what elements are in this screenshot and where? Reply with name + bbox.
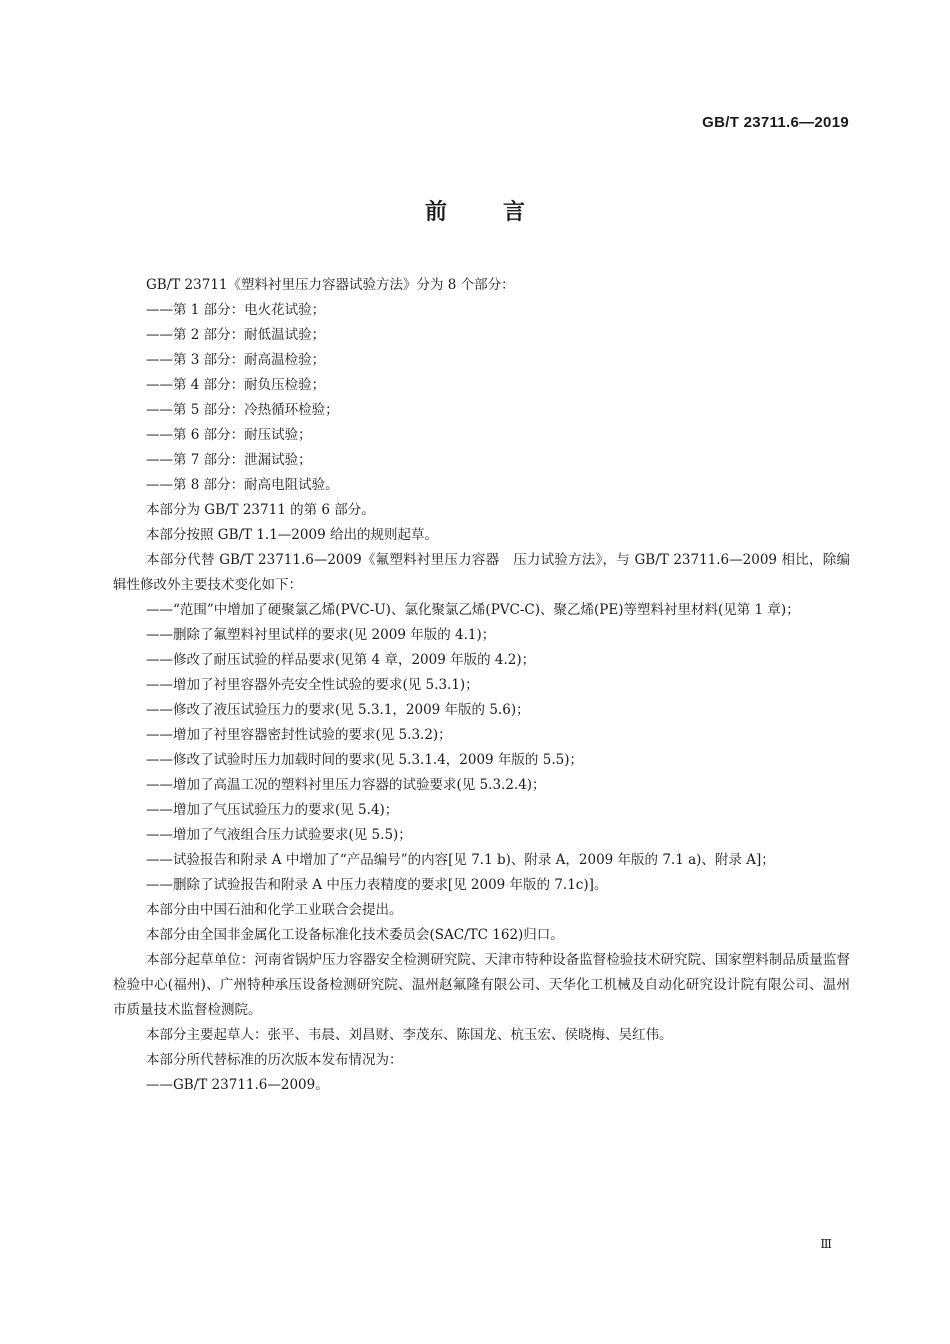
list-item: ——第 7 部分：泄漏试验；: [146, 452, 312, 468]
list-item: ——第 4 部分：耐负压检验；: [146, 377, 326, 393]
paragraph: 本部分所代替标准的历次版本发布情况为：: [146, 1052, 403, 1068]
paragraph: 本部分由全国非金属化工设备标准化技术委员会(SAC/TC 162)归口。: [146, 927, 564, 943]
standard-number: GB/T 23711.6—2019: [702, 114, 849, 131]
list-item: ——增加了气液组合压力试验要求(见 5.5)；: [146, 827, 412, 843]
list-item: ——第 6 部分：耐压试验；: [146, 427, 312, 443]
list-item: ——增加了高温工况的塑料衬里压力容器的试验要求(见 5.3.2.4)；: [146, 777, 546, 793]
page-title: 前言: [424, 200, 581, 225]
list-item: ——增加了衬里容器外壳安全性试验的要求(见 5.3.1)；: [146, 677, 479, 693]
paragraph: 本部分起草单位：河南省锅炉压力容器安全检测研究院、天津市特种设备监督检验技术研究院、国家塑料制品质量监督检验中心(福州)、广州特种承压设备检测研究院、温州赵氟隆有限公司、天华化工机械及自动化研究设计院有限公司、温州市质量技术监督检测院。: [113, 952, 850, 1018]
list-item: ——第 1 部分：电火花试验；: [146, 302, 326, 318]
paragraph: 本部分由中国石油和化学工业联合会提出。: [146, 902, 403, 918]
paragraph: 本部分为 GB/T 23711 的第 6 部分。: [146, 502, 375, 518]
list-item: ——第 2 部分：耐低温试验；: [146, 327, 326, 343]
list-item: ——增加了气压试验压力的要求(见 5.4)；: [146, 802, 399, 818]
list-item: ——增加了衬里容器密封性试验的要求(见 5.3.2)；: [146, 727, 452, 743]
document-body: [113, 273, 850, 1098]
list-item: ——第 3 部分：耐高温检验；: [146, 352, 326, 368]
list-item: ——删除了氟塑料衬里试样的要求(见 2009 年版的 4.1)；: [146, 627, 496, 643]
page-number: Ⅲ: [820, 1237, 832, 1251]
paragraph: GB/T 23711《塑料衬里压力容器试验方法》分为 8 个部分：: [146, 277, 515, 293]
list-item: ——试验报告和附录 A 中增加了“产品编号”的内容[见 7.1 b)、附录 A，2009 年版的 7.1 a)、附录 A]；: [146, 852, 775, 868]
list-item: ——GB/T 23711.6—2009。: [146, 1077, 329, 1093]
paragraph: 本部分按照 GB/T 1.1—2009 给出的规则起草。: [146, 527, 438, 543]
list-item: ——修改了试验时压力加载时间的要求(见 5.3.1.4，2009 年版的 5.5)；: [146, 752, 583, 768]
list-item: ——第 5 部分：冷热循环检验；: [146, 402, 339, 418]
list-item: ——修改了耐压试验的样品要求(见第 4 章，2009 年版的 4.2)；: [146, 652, 536, 668]
list-item: ——第 8 部分：耐高电阻试验。: [146, 477, 339, 493]
list-item: ——修改了液压试验压力的要求(见 5.3.1，2009 年版的 5.6)；: [146, 702, 530, 718]
list-item: ——删除了试验报告和附录 A 中压力表精度的要求[见 2009 年版的 7.1c)]。: [146, 877, 608, 893]
list-item: ——“范围”中增加了硬聚氯乙烯(PVC-U)、氯化聚氯乙烯(PVC-C)、聚乙烯(PE)等塑料衬里材料(见第 1 章)；: [146, 602, 800, 618]
paragraph: 本部分代替 GB/T 23711.6—2009《氟塑料衬里压力容器 压力试验方法》，与 GB/T 23711.6—2009 相比，除编辑性修改外主要技术变化如下：: [113, 552, 850, 593]
paragraph: 本部分主要起草人：张平、韦晨、刘昌财、李茂东、陈国龙、杭玉宏、侯晓梅、吴红伟。: [146, 1027, 673, 1043]
